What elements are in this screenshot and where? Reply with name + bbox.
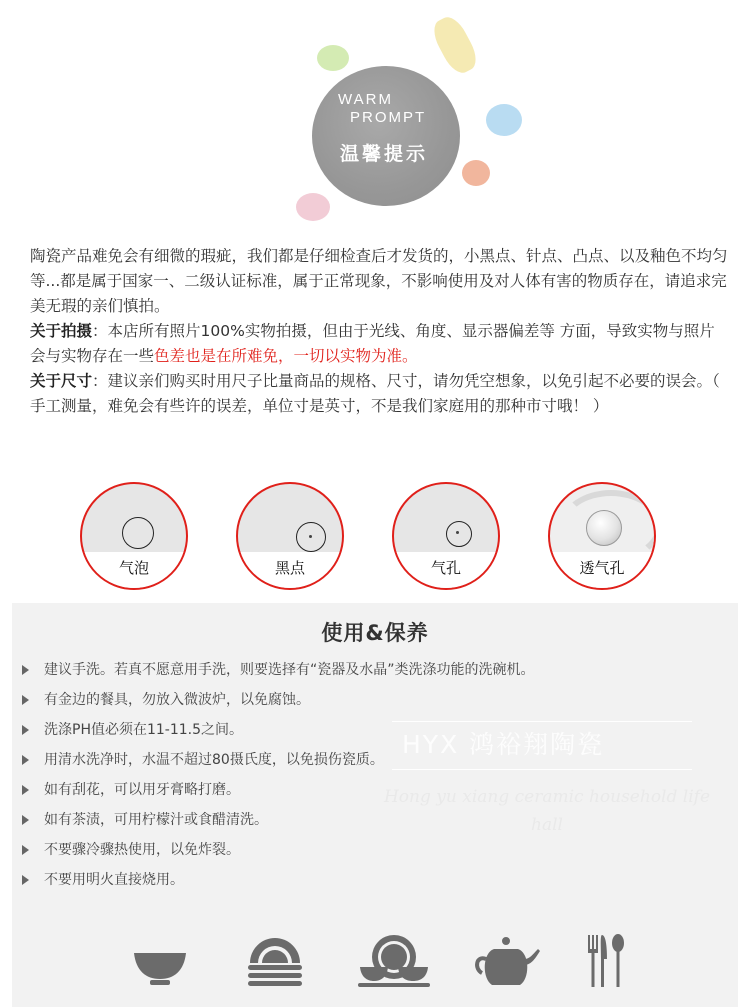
bullet-triangle-icon — [22, 845, 29, 855]
brand-watermark: HYX 鸿裕翔陶瓷 — [402, 730, 605, 759]
care-panel — [12, 603, 738, 1007]
defect-vent-hole — [548, 482, 656, 590]
photo-red-text: 色差也是在所难免，一切以实物为准。 — [154, 347, 418, 365]
bullet-triangle-icon — [22, 755, 29, 765]
notice-intro: 陶瓷产品难免会有细微的瑕疵，我们都是仔细检查后才发货的，小黑点、针点、凸点、以及釉色不均匀等...都是属于国家一、二级认证标准，属于正常现象，不影响使用及对人体有害的物质存在，请追求完美无瑕的亲们慎拍。 — [30, 247, 728, 315]
notice-photo-paragraph — [30, 319, 730, 369]
defect-label: 黑点 — [274, 559, 305, 577]
splash-yellow-decoration — [428, 12, 482, 77]
size-text: ：建议亲们购买时用尺子比量商品的规格、尺寸，请勿凭空想象，以免引起不必要的误会。（ 手工测量，难免会有些许的误差，单位寸是英寸，不是我们家庭用的那种市寸哦！ ） — [30, 372, 720, 415]
brand-watermark-english: Hong yu xiang ceramic household life hall — [383, 787, 711, 835]
tableware-icons — [12, 925, 738, 995]
defect-pinhole — [392, 482, 500, 590]
cutlery-icon — [586, 933, 626, 989]
defect-marker-ring — [122, 517, 154, 549]
splash-blue-decoration — [486, 104, 522, 136]
badge-line-1: WARM — [338, 91, 393, 108]
notice-text — [30, 244, 730, 419]
defect-label: 透气孔 — [579, 559, 625, 577]
black-spot-dot — [309, 535, 312, 538]
size-label: 关于尺寸 — [30, 372, 93, 390]
defect-marker-ring — [446, 521, 472, 547]
plates-stack-icon — [246, 933, 304, 989]
defect-label: 气泡 — [118, 559, 149, 577]
teapot-icon — [472, 935, 542, 989]
warm-prompt-header — [0, 0, 750, 240]
care-title: 使用&保养 — [321, 621, 429, 645]
list-item: 不要骤冷骤热使用，以免炸裂。 — [20, 839, 535, 869]
badge-line-2: PROMPT — [350, 109, 427, 126]
bullet-triangle-icon — [22, 875, 29, 885]
bullet-triangle-icon — [22, 665, 29, 675]
bullet-triangle-icon — [22, 695, 29, 705]
list-item: 洗涤PH值必须在11-11.5之间。 — [20, 719, 535, 749]
warm-prompt-badge — [312, 66, 460, 206]
defect-examples — [0, 478, 750, 590]
bullet-triangle-icon — [22, 725, 29, 735]
vent-hole-bubble — [586, 510, 622, 546]
splash-orange-decoration — [462, 160, 490, 186]
list-item: 用清水洗净时，水温不超过80摄氏度，以免损伤瓷质。 — [20, 749, 535, 779]
list-item: 如有刮花，可以用牙膏略打磨。 — [20, 779, 535, 809]
pinhole-dot — [456, 531, 459, 534]
list-item: 不要用明火直接烧用。 — [20, 869, 535, 899]
bowl-icon — [132, 947, 188, 987]
defect-bubble — [80, 482, 188, 590]
care-list — [20, 659, 535, 899]
list-item: 有金边的餐具，勿放入微波炉，以免腐蚀。 — [20, 689, 535, 719]
defect-black-spot — [236, 482, 344, 590]
list-item: 如有茶渍，可用柠檬汁或食醋清洗。 — [20, 809, 535, 839]
defect-label: 气孔 — [430, 559, 461, 577]
splash-pink-decoration — [296, 193, 330, 221]
photo-text: ：本店所有照片100%实物拍摄，但由于光线、角度、显示器偏差等 方面，导致实物与照片会与实物存在一些 — [30, 322, 715, 365]
list-item: 建议手洗。若真不愿意用手洗，则要选择有“瓷器及水晶”类洗涤功能的洗碗机。 — [20, 659, 535, 689]
splash-green-decoration — [317, 45, 349, 71]
photo-label: 关于拍摄 — [30, 322, 93, 340]
notice-size-paragraph — [30, 369, 730, 419]
tableware-set-icon — [358, 933, 430, 989]
badge-title: 温馨提示 — [340, 143, 429, 165]
bullet-triangle-icon — [22, 815, 29, 825]
bullet-triangle-icon — [22, 785, 29, 795]
